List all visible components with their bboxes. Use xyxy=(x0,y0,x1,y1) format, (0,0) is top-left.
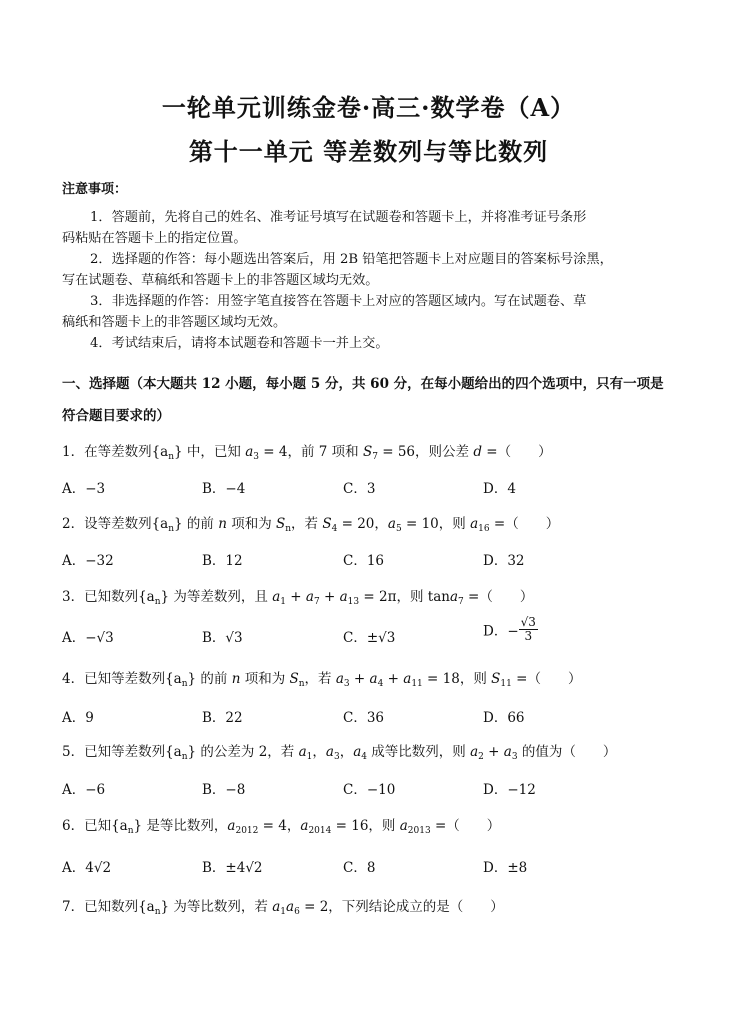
notice-line-4: 4．考试结束后，请将本试题卷和答题卡一并上交。 xyxy=(90,336,389,351)
notice-line-3: 3．非选择题的作答：用签字笔直接答在答题卡上对应的答题区域内。写在试题卷、草 xyxy=(90,294,587,309)
question-2: 2．设等差数列$\{a_n\}$ 的前 n 项和为 $S_n$，若 $S_4 = 20$，$a_5 = 10$，则 $a_{16}$ =（ ） xyxy=(62,516,560,534)
question-1: 1．在等差数列$\{a_n\}$ 中，已知 $a_3 = 4$，前 7 项和 $S_7 = 56$，则公差 d =（ ） xyxy=(62,444,552,462)
section-heading: 一、选择题（本大题共 12 小题，每小题 5 分，共 60 分，在每小题给出的四个选项中，只有一项是 xyxy=(62,376,664,392)
notice-line-3b: 稿纸和答题卡上的非答题区域均无效。 xyxy=(62,315,287,330)
q3-option-a: A．−√3 xyxy=(62,630,114,646)
q6-option-d: D．±8 xyxy=(483,860,528,876)
question-6: 6．已知$\{a_n\}$ 是等比数列，$a_{2012} = 4$，$a_{2014} = 16$，则 $a_{2013}$ =（ ） xyxy=(62,818,501,836)
q3-option-d: D．− $\frac{√3}{3}$ xyxy=(483,615,536,644)
q5-option-c: C．−10 xyxy=(343,782,396,798)
q4-option-a: A．9 xyxy=(62,710,94,726)
notice-line-2b: 写在试题卷、草稿纸和答题卡上的非答题区域均无效。 xyxy=(62,273,379,288)
q3-option-b: B．√3 xyxy=(202,630,243,646)
question-4: 4．已知等差数列$\{a_n\}$ 的前 n 项和为 $S_n$，若 $a_3 + a_4 + a_{11} = 18$，则 $S_{11}$ =（ ） xyxy=(62,671,582,689)
q6-option-a: A．4√2 xyxy=(62,860,112,876)
section-heading-cont: 符合题目要求的） xyxy=(62,408,170,424)
q3-option-c: C．±√3 xyxy=(343,630,396,646)
q2-option-c: C．16 xyxy=(343,553,385,569)
q4-option-c: C．36 xyxy=(343,710,385,726)
q5-option-d: D．−12 xyxy=(483,782,536,798)
notice-line-2: 2．选择题的作答：每小题选出答案后，用 2B 铅笔把答题卡上对应题目的答案标号涂黑， xyxy=(90,252,613,267)
q4-option-d: D．66 xyxy=(483,710,525,726)
question-3: 3．已知数列$\{a_n\}$ 为等差数列，且 $a_1 + a_7 + a_{13} = 2\pi$，则 tana$_7$ =（ ） xyxy=(62,589,534,607)
q1-option-d: D．4 xyxy=(483,481,516,497)
q5-option-b: B．−8 xyxy=(202,782,246,798)
notice-heading: 注意事项： xyxy=(62,182,128,197)
notice-line-1: 1．答题前，先将自己的姓名、准考证号填写在试题卷和答题卡上，并将准考证号条形 xyxy=(90,210,587,225)
unit-title: 第十一单元 等差数列与等比数列 xyxy=(188,137,549,166)
q4-option-b: B．22 xyxy=(202,710,243,726)
q1-option-b: B．−4 xyxy=(202,481,246,497)
q5-option-a: A．−6 xyxy=(62,782,106,798)
q2-option-b: B．12 xyxy=(202,553,243,569)
fraction: $\frac{√3}{3}$ xyxy=(520,615,536,644)
q6-option-c: C．8 xyxy=(343,860,376,876)
notice-line-1b: 码粘贴在答题卡上的指定位置。 xyxy=(62,231,247,246)
q6-option-b: B．±4√2 xyxy=(202,860,263,876)
q2-option-d: D．32 xyxy=(483,553,525,569)
question-7: 7．已知数列$\{a_n\}$ 为等比数列，若 $a_1a_6 = 2$，下列结论成立的是（ ） xyxy=(62,899,504,917)
q1-option-a: A．−3 xyxy=(62,481,106,497)
q1-option-c: C．3 xyxy=(343,481,376,497)
question-5: 5．已知等差数列$\{a_n\}$ 的公差为 2，若 $a_1$，$a_3$，$a_4$ 成等比数列，则 $a_2 + a_3$ 的值为（ ） xyxy=(62,744,617,762)
q2-option-a: A．−32 xyxy=(62,553,114,569)
document-title: 一轮单元训练金卷·高三·数学卷（A） xyxy=(161,93,576,122)
